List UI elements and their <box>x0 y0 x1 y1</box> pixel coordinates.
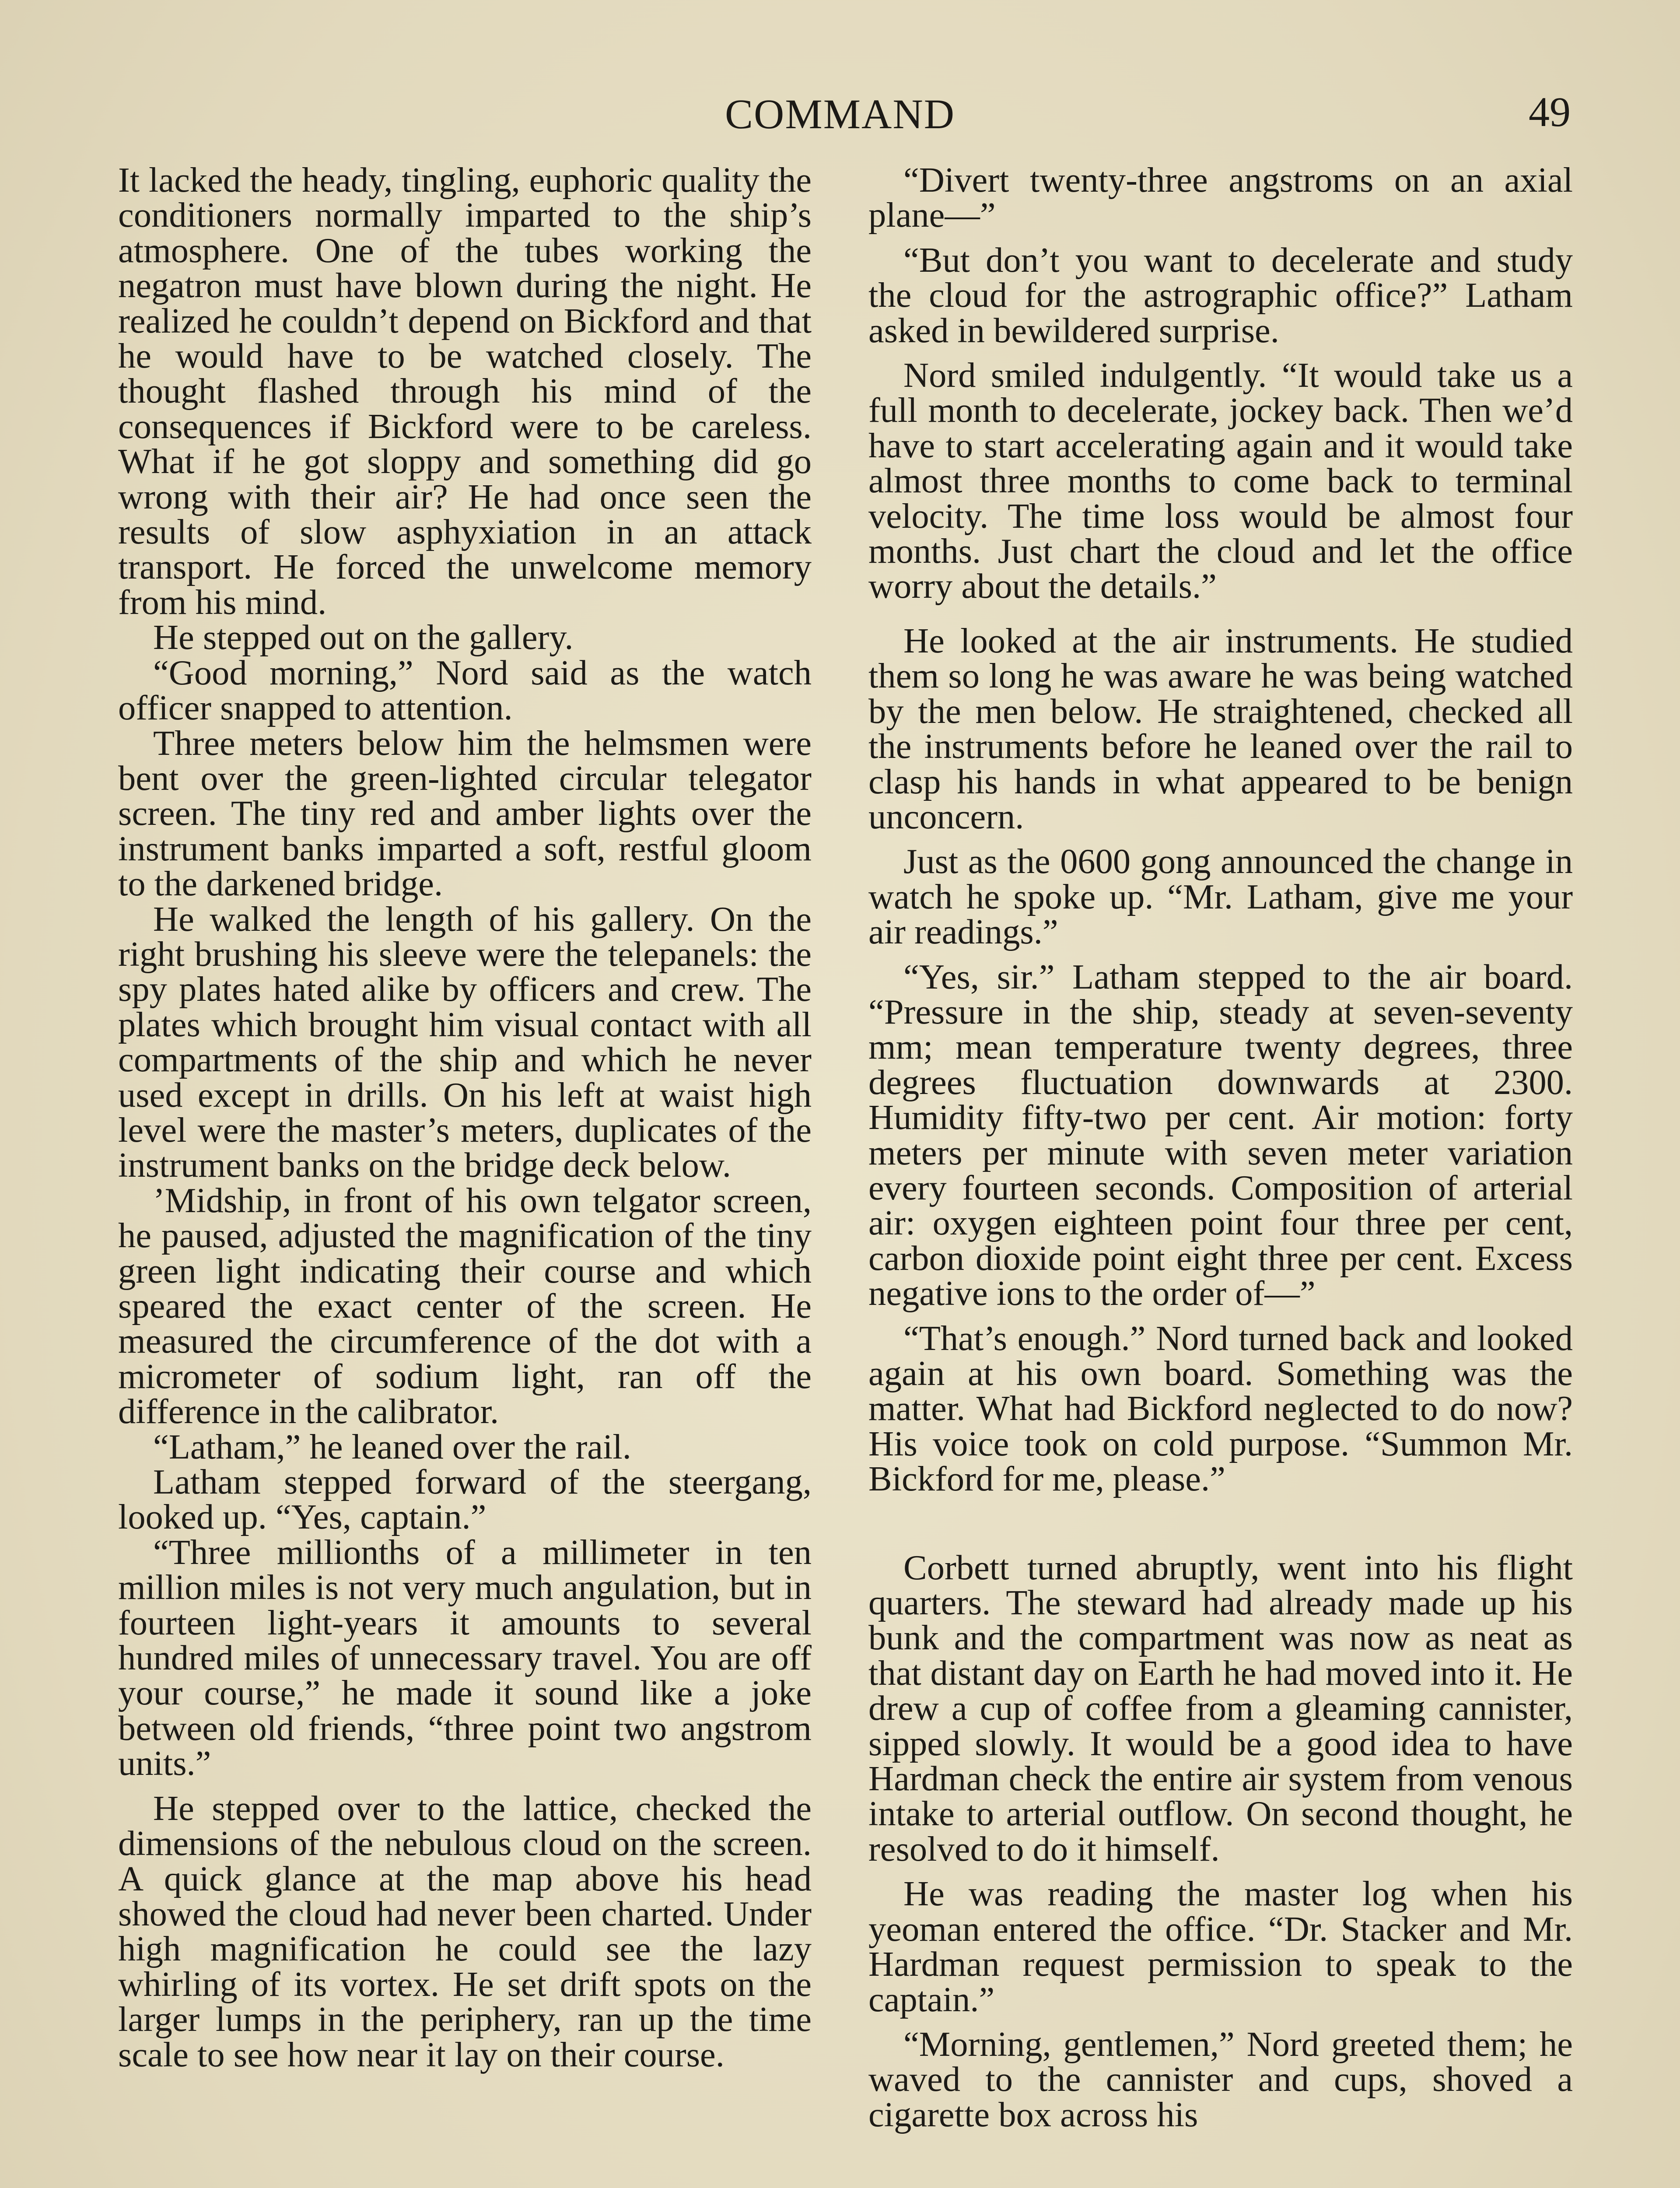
paragraph: It lacked the heady, tingling, euphoric quality the conditioners normally imparted to the ship’s atmosphere. One of the tubes working the negatron must have blown during the night. He realized he couldn’t depend on Bickford and that he would have to be watched closely. The thought flashed through his mind of the consequences if Bickford were to be careless. What if he got sloppy and something did go wrong with their air? He had once seen the results of slow asphyxiation in an attack transport. He forced the unwelcome memory from his mind. <box>118 163 812 622</box>
paragraph: ’Midship, in front of his own telgator screen, he paused, adjusted the magnification of the tiny green light indicating their course and which speared the exact center of the screen. He measured the circumference of the dot with a micrometer of sodium light, ran off the difference in the calibrator. <box>118 1181 812 1431</box>
paragraph: Corbett turned abruptly, went into his flight quarters. The steward had already made up his bunk and the compartment was now as neat as that distant day on Earth he had moved into it. He drew a cup of coffee from a gleaming cannister, sipped slowly. It would be a good idea to have Hardman check the entire air system from venous intake to arterial outflow. On second thought, he resolved to do it himself. <box>868 1548 1573 1869</box>
paragraph: “Yes, sir.” Latham stepped to the air board. “Pressure in the ship, steady at seven-seventy mm; mean temperature twenty degrees, three degrees fluctuation downwards at 2300. Humidity fifty-two per cent. Air motion: forty meters per minute with seven meter variation every fourteen seconds. Composition of arterial air: oxygen eighteen point four three per cent, carbon dioxide point eight three per cent. Excess negative ions to the order of—” <box>868 957 1573 1313</box>
paragraph: He stepped over to the lattice, checked the dimensions of the nebulous cloud on the screen. A quick glance at the map above his head showed the cloud had never been charted. Under high magnification he could see the lazy whirling of its vortex. He set drift spots on the larger lumps in the periphery, ran up the time scale to see how near it lay on their course. <box>118 1788 812 2074</box>
paragraph: “Divert twenty-three angstroms on an axial plane—” <box>868 163 1573 235</box>
paragraph: “Latham,” he leaned over the rail. <box>153 1427 631 1466</box>
paragraph: “Good morning,” Nord said as the watch officer snapped to attention. <box>118 653 812 728</box>
paragraph: He walked the length of his gallery. On the right brushing his sleeve were the telepanels: the spy plates hated alike by officers and crew. The plates which brought him visual contact with all compartments of the ship and which he never used except in drills. On his left at waist high level were the master’s meters, duplicates of the instrument banks on the bridge deck below. <box>118 899 812 1185</box>
running-head-title: COMMAND <box>724 91 956 137</box>
paragraph: “But don’t you want to decelerate and study the cloud for the astrographic office?” Latham asked in bewildered surprise. <box>868 240 1573 350</box>
paragraph: He stepped out on the gallery. <box>153 618 574 657</box>
paragraph: Three meters below him the helmsmen were bent over the green-lighted circular telegator screen. The tiny red and amber lights over the instrument banks imparted a soft, restful gloom to the darkened bridge. <box>118 723 812 904</box>
paragraph: Just as the 0600 gong announced the change in watch he spoke up. “Mr. Latham, give me your air readings.” <box>868 842 1573 952</box>
paragraph: “Three millionths of a millimeter in ten million miles is not very much angulation, but in fourteen light-years it amounts to several hundred miles of unnecessary travel. You are off your course,” he made it sound like a joke between old friends, “three point two angstrom units.” <box>118 1532 812 1783</box>
paragraph: Latham stepped forward of the steergang, looked up. “Yes, captain.” <box>118 1462 812 1537</box>
paragraph: “That’s enough.” Nord turned back and looked again at his own board. Something was the matter. What had Bickford neglected to do now? His voice took on cold purpose. “Summon Mr. Bickford for me, please.” <box>868 1318 1573 1499</box>
paragraph: He looked at the air instruments. He studied them so long he was aware he was being watched by the men below. He straightened, checked all the instruments before he leaned over the rail to clasp his hands in what appeared to be benign unconcern. <box>868 621 1573 836</box>
page-number: 49 <box>1529 88 1571 135</box>
paragraph: Nord smiled indulgently. “It would take us a full month to decelerate, jockey back. Then we’d have to start accelerating again and it would take almost three months to come back to terminal velocity. The time loss would be almost four months. Just chart the cloud and let the office worry about the details.” <box>868 356 1573 606</box>
right-column <box>868 163 1573 2188</box>
paragraph: He was reading the master log when his yeoman entered the office. “Dr. Stacker and Mr. Hardman request permission to speak to the captain.” <box>868 1874 1573 2019</box>
left-column <box>118 163 812 2188</box>
paragraph: “Morning, gentlemen,” Nord greeted them; he waved to the cannister and cups, shoved a cigarette box across his <box>868 2024 1573 2134</box>
